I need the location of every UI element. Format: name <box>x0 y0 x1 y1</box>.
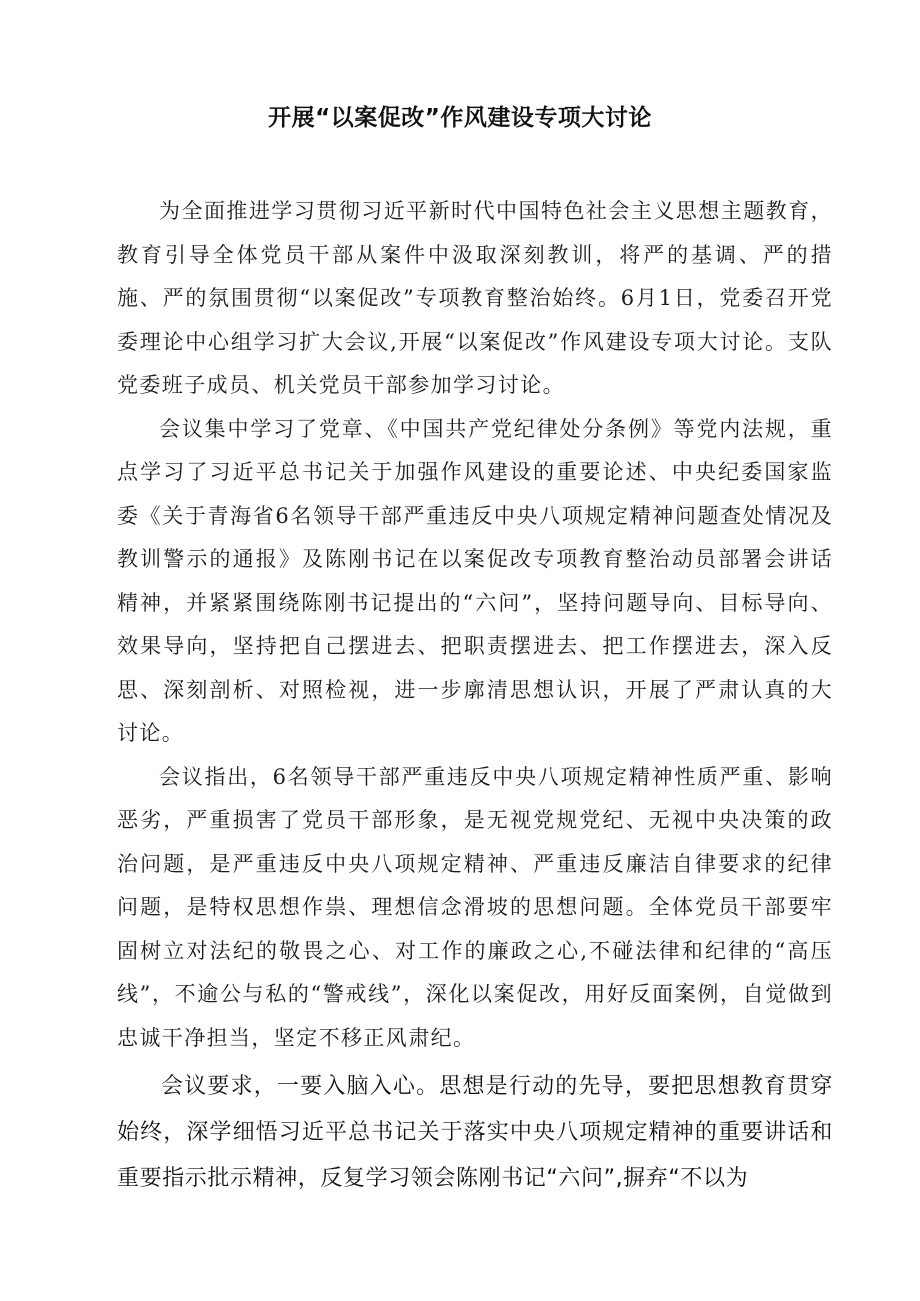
paragraph-intro: 为全面推进学习贯彻习近平新时代中国特色社会主义思想主题教育，教育引导全体党员干部从案件中汲取深刻教训，将严的基调、严的措施、严的氛围贯彻“以案促改”专项教育整治始终。6月1日，党委召开党委理论中心组学习扩大会议,开展“以案促改”作风建设专项大讨论。支队党委班子成员、机关党员干部参加学习讨论。 <box>117 199 833 397</box>
paragraph-meeting-points: 会议指出，6名领导干部严重违反中央八项规定精神性质严重、影响恶劣，严重损害了党员干部形象，是无视党规党纪、无视中央决策的政治问题，是严重违反中央八项规定精神、严重违反廉洁自律要求的纪律问题，是特权思想作祟、理想信念滑坡的思想问题。全体党员干部要牢固树立对法纪的敬畏之心、对工作的廉政之心,不碰法律和纪律的“高压线”，不逾公与私的“警戒线”，深化以案促改，用好反面案例，自觉做到忠诚干净担当，坚定不移正风肃纪。 <box>117 764 833 1050</box>
paragraph-study-content: 会议集中学习了党章、《中国共产党纪律处分条例》等党内法规，重点学习了习近平总书记关于加强作风建设的重要论述、中央纪委国家监委《关于青海省6名领导干部严重违反中央八项规定精神问题查处情况及教训警示的通报》及陈刚书记在以案促改专项教育整治动员部署会讲话精神，并紧紧围绕陈刚书记提出的“六问”，坚持问题导向、目标导向、效果导向，坚持把自己摆进去、把职责摆进去、把工作摆进去，深入反思、深刻剖析、对照检视，进一步廓清思想认识，开展了严肃认真的大讨论。 <box>117 416 833 745</box>
document-body <box>117 190 833 1202</box>
document-title: 开展“以案促改”作风建设专项大讨论 <box>268 105 652 131</box>
paragraph-meeting-requirements: 会议要求，一要入脑入心。思想是行动的先导，要把思想教育贯穿始终，深学细悟习近平总书记关于落实中央八项规定精神的重要讲话和重要指示批示精神，反复学习领会陈刚书记“六问”,摒弃“不以为 <box>117 1074 833 1191</box>
